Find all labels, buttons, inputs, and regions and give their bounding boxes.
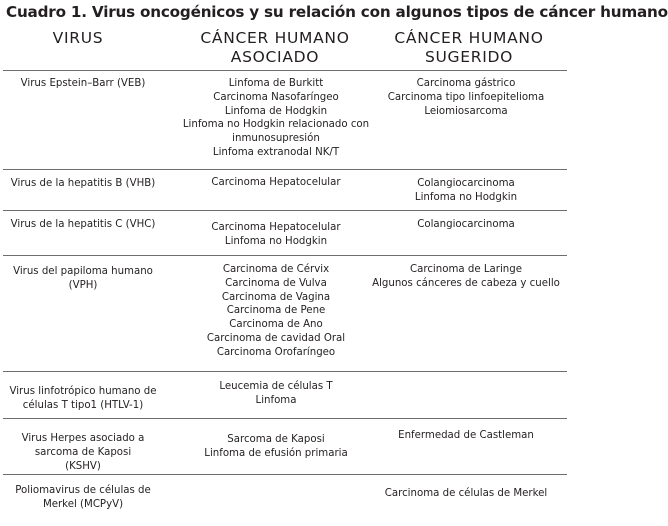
row-divider (3, 210, 567, 211)
virus-name: Virus de la hepatitis C (VHC) (10, 219, 156, 230)
virus-cell (4, 77, 162, 91)
associated-cancer: Linfoma (255, 394, 297, 406)
associated-cancer: Carcinoma de Cérvix (222, 264, 330, 275)
suggested-cancer: Carcinoma tipo linfoepitelioma (387, 91, 545, 103)
virus-cell (4, 265, 162, 293)
row-divider (3, 371, 567, 372)
associated-cancer: Carcinoma Orofaríngeo (216, 346, 336, 358)
table-title: Cuadro 1. Virus oncogénicos y su relación con algunos tipos de cáncer humano (6, 3, 668, 21)
associated-cancer: Linfoma de efusión primaria (204, 447, 348, 459)
associated-cancer-cell (168, 380, 384, 408)
virus-name: Poliomavirus de células de Merkel (MCPyV) (15, 485, 151, 510)
virus-name: Virus Epstein–Barr (VEB) (20, 78, 146, 89)
virus-name: Virus Herpes asociado a sarcoma de Kaposi (KSHV) (21, 433, 145, 472)
associated-cancer-cell (168, 176, 384, 190)
associated-cancer: Linfoma extranodal NK/T (212, 146, 340, 158)
associated-cancer-cell (168, 263, 384, 360)
suggested-cancer-cell (366, 218, 566, 232)
associated-cancer: Carcinoma de cavidad Oral (206, 332, 346, 344)
virus-cell (4, 385, 162, 413)
associated-cancer: Carcinoma de Pene (226, 305, 326, 317)
associated-cancer: Carcinoma de Ano (229, 319, 323, 331)
column-header-virus: VIRUS (52, 29, 104, 47)
virus-cell (4, 177, 162, 191)
virus-name: Virus del papiloma humano (VPH) (13, 266, 153, 291)
associated-cancer: Linfoma de Burkitt (228, 78, 324, 89)
row-divider (3, 70, 567, 71)
suggested-cancer: Colangiocarcinoma (417, 219, 515, 230)
virus-name: Virus linfotrópico humano de células T tipo1 (HTLV-1) (9, 386, 157, 411)
column-header-associated: CÁNCER HUMANO ASOCIADO (200, 29, 350, 66)
suggested-cancer: Carcinoma de Laringe (410, 264, 522, 275)
associated-cancer: Leucemia de células T (219, 381, 333, 392)
associated-cancer: Linfoma de Hodgkin (224, 105, 328, 117)
associated-cancer: Carcinoma de Vagina (221, 291, 331, 303)
column-header-suggested: CÁNCER HUMANO SUGERIDO (394, 29, 544, 66)
associated-cancer: Linfoma no Hodgkin (224, 235, 328, 247)
virus-cell (4, 484, 162, 512)
row-divider (3, 474, 567, 475)
suggested-cancer: Enfermedad de Castleman (398, 430, 534, 441)
associated-cancer: Carcinoma Nasofaríngeo (213, 91, 339, 103)
virus-cell (4, 218, 162, 232)
row-divider (3, 169, 567, 170)
associated-cancer-cell (168, 433, 384, 461)
suggested-cancer: Carcinoma de células de Merkel (384, 488, 548, 499)
associated-cancer: Linfoma no Hodgkin relacionado con inmunosupresión (182, 119, 370, 145)
associated-cancer-cell (168, 221, 384, 249)
suggested-cancer-cell (366, 429, 566, 443)
virus-name: Virus de la hepatitis B (VHB) (10, 178, 156, 189)
suggested-cancer-cell (366, 263, 566, 291)
row-divider (3, 418, 567, 419)
suggested-cancer: Algunos cánceres de cabeza y cuello (372, 277, 560, 289)
virus-cell (4, 432, 162, 473)
associated-cancer: Carcinoma Hepatocelular (211, 222, 341, 233)
associated-cancer: Carcinoma Hepatocelular (211, 177, 341, 188)
associated-cancer: Sarcoma de Kaposi (227, 434, 325, 445)
suggested-cancer-cell (366, 487, 566, 501)
suggested-cancer: Colangiocarcinoma (417, 178, 515, 189)
row-divider (3, 255, 567, 256)
suggested-cancer-cell (366, 177, 566, 205)
suggested-cancer: Carcinoma gástrico (416, 78, 516, 89)
suggested-cancer-cell (366, 77, 566, 118)
suggested-cancer: Linfoma no Hodgkin (414, 191, 518, 203)
associated-cancer-cell (168, 77, 384, 160)
suggested-cancer: Leiomiosarcoma (424, 105, 508, 117)
associated-cancer: Carcinoma de Vulva (225, 277, 327, 289)
